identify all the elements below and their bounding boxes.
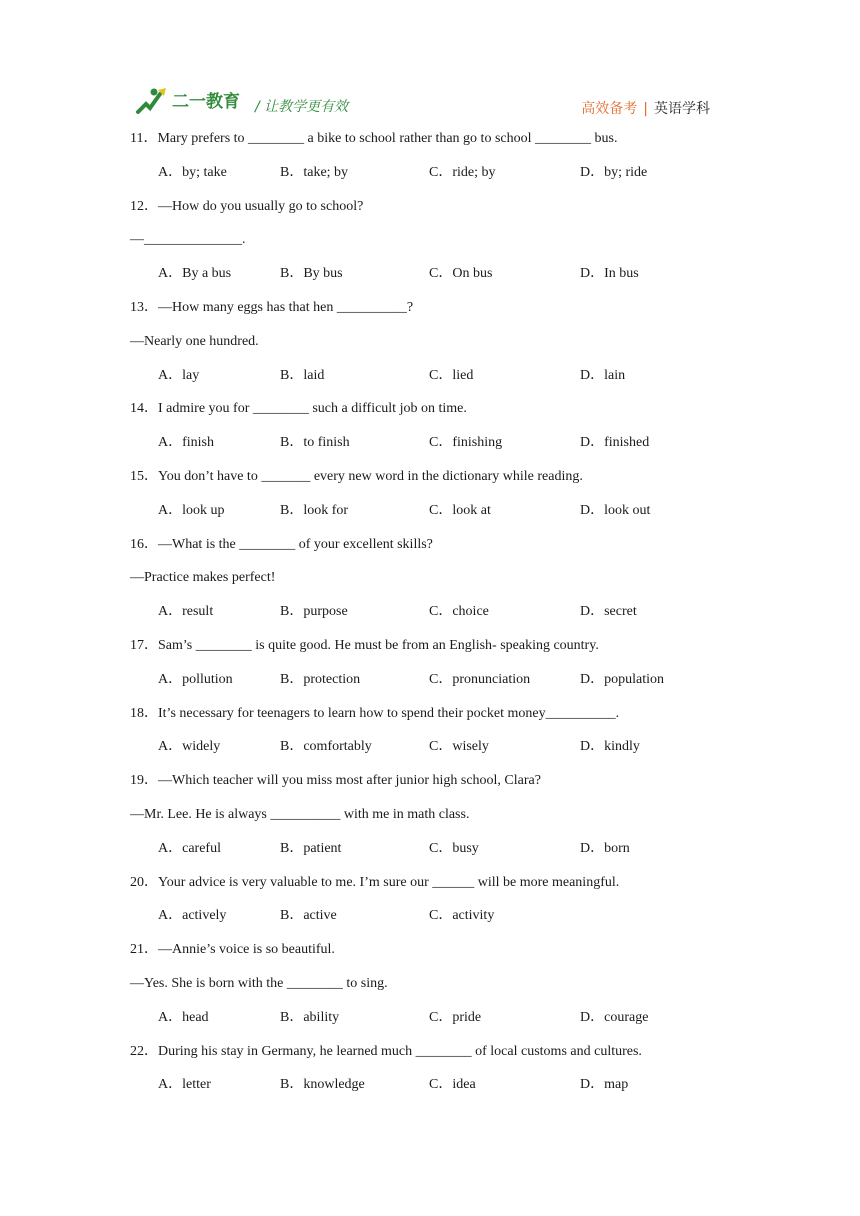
option-c: C．On bus (429, 266, 493, 282)
question-line: —Yes. She is born with the ________ to sing. (130, 975, 388, 991)
option-a: A．pollution (158, 671, 233, 687)
option-a: A．head (158, 1009, 209, 1025)
question-stem: 15．You don’t have to _______ every new word in the dictionary while reading. (130, 468, 583, 484)
option-d: D．map (580, 1077, 629, 1093)
option-b: B．patient (280, 840, 342, 856)
option-a: A．look up (158, 502, 225, 518)
option-b: B．protection (280, 671, 361, 687)
option-d: D．secret (580, 604, 637, 620)
header-right (581, 98, 710, 118)
question-stem: 18．It’s necessary for teenagers to learn how to spend their pocket money__________. (130, 705, 620, 721)
option-b: B．active (280, 908, 337, 924)
option-row (130, 257, 730, 291)
brand-name: 二一教育 (172, 92, 240, 112)
option-a: A．finish (158, 435, 214, 451)
option-c: C．activity (429, 908, 495, 924)
question-line: —______________. (130, 232, 246, 248)
option-c: C．wisely (429, 739, 489, 755)
option-c: C．pronunciation (429, 671, 531, 687)
subject-label: 英语学科 (654, 101, 710, 117)
option-row (130, 494, 730, 528)
option-d: D．In bus (580, 266, 639, 282)
option-d: D．born (580, 840, 630, 856)
question-block (130, 1035, 730, 1103)
question-stem: 16．—What is the ________ of your excellent skills? (130, 536, 433, 552)
option-c: C．look at (429, 502, 491, 518)
question-block (130, 528, 730, 629)
question-stem: 19．—Which teacher will you miss most after junior high school, Clara? (130, 773, 541, 789)
option-a: A．widely (158, 739, 221, 755)
option-row (130, 595, 730, 629)
question-block (130, 866, 730, 934)
option-row (130, 899, 730, 933)
option-c: C．choice (429, 604, 489, 620)
option-row (130, 426, 730, 460)
option-b: B．By bus (280, 266, 343, 282)
option-c: C．pride (429, 1009, 482, 1025)
header-label: 高效备考 (581, 101, 638, 117)
question-stem: 21．—Annie’s voice is so beautiful. (130, 942, 335, 958)
option-c: C．idea (429, 1077, 476, 1093)
option-b: B．ability (280, 1009, 340, 1025)
question-block (130, 933, 730, 1034)
question-block (130, 122, 730, 190)
option-b: B．to finish (280, 435, 350, 451)
option-row (130, 1001, 730, 1035)
option-b: B．comfortably (280, 739, 372, 755)
question-block (130, 291, 730, 392)
option-d: D．by; ride (580, 164, 648, 180)
option-c: C．lied (429, 367, 474, 383)
question-block (130, 190, 730, 291)
option-d: D．look out (580, 502, 651, 518)
question-block (130, 392, 730, 460)
question-stem: 13．—How many eggs has that hen __________? (130, 299, 414, 315)
question-block (130, 764, 730, 865)
question-block (130, 697, 730, 765)
question-stem: 22．During his stay in Germany, he learned much ________ of local customs and cultures. (130, 1043, 642, 1059)
option-d: D．finished (580, 435, 650, 451)
option-row (130, 730, 730, 764)
header-separator: | (643, 101, 648, 117)
question-block (130, 460, 730, 528)
brand-logo (136, 86, 246, 116)
option-a: A．careful (158, 840, 221, 856)
option-b: B．laid (280, 367, 325, 383)
option-b: B．purpose (280, 604, 348, 620)
option-row (130, 663, 730, 697)
question-line: —Nearly one hundred. (130, 333, 259, 349)
option-row (130, 359, 730, 393)
option-c: C．ride; by (429, 164, 496, 180)
option-row (130, 832, 730, 866)
question-stem: 17．Sam’s ________ is quite good. He must be from an English- speaking country. (130, 637, 599, 653)
option-a: A．actively (158, 908, 227, 924)
question-line: —Practice makes perfect! (130, 570, 276, 586)
option-b: B．knowledge (280, 1077, 365, 1093)
page-header (0, 84, 860, 124)
question-list (130, 122, 730, 1102)
question-block (130, 629, 730, 697)
option-c: C．finishing (429, 435, 503, 451)
option-a: A．result (158, 604, 214, 620)
option-row (130, 156, 730, 190)
option-d: D．courage (580, 1009, 649, 1025)
option-a: A．by; take (158, 164, 227, 180)
option-a: A．By a bus (158, 266, 232, 282)
option-d: D．population (580, 671, 664, 687)
option-a: A．letter (158, 1077, 211, 1093)
option-d: D．kindly (580, 739, 640, 755)
option-d: D．lain (580, 367, 626, 383)
option-c: C．busy (429, 840, 479, 856)
slogan: / 让教学更有效 (255, 99, 349, 115)
option-row (130, 1068, 730, 1102)
question-stem: 11．Mary prefers to ________ a bike to school rather than go to school ________ bus. (130, 131, 618, 146)
question-stem: 14．I admire you for ________ such a difficult job on time. (130, 401, 467, 417)
option-a: A．lay (158, 367, 200, 383)
question-line: —Mr. Lee. He is always __________ with me in math class. (130, 806, 470, 822)
question-stem: 12．—How do you usually go to school? (130, 198, 364, 214)
option-b: B．look for (280, 502, 349, 518)
question-stem: 20．Your advice is very valuable to me. I’m sure our ______ will be more meaningful. (130, 874, 620, 890)
option-b: B．take; by (280, 164, 349, 180)
